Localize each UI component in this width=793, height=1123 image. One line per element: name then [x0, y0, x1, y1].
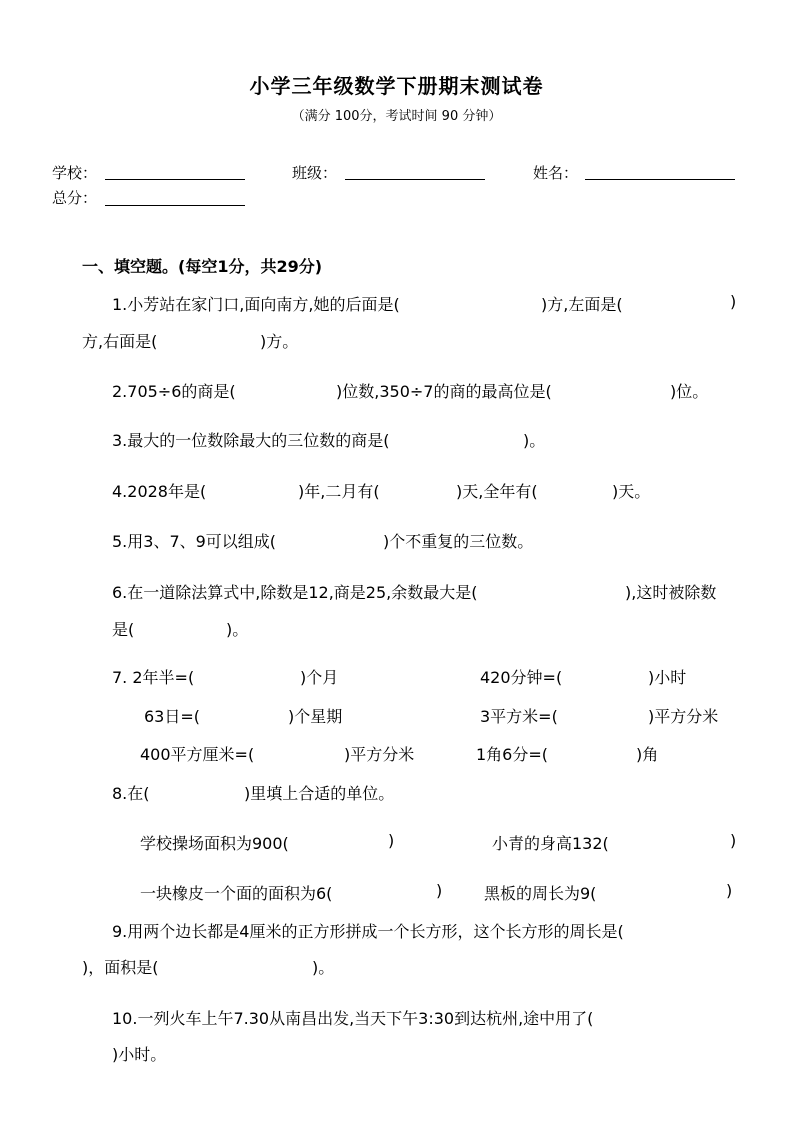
question-8-text: 8.在(: [112, 784, 150, 803]
score-field[interactable]: [105, 205, 245, 206]
name-field[interactable]: [585, 179, 735, 180]
question-4-text: )天。: [612, 482, 651, 501]
question-9-text: )。: [312, 958, 335, 977]
question-8-text: ): [726, 881, 733, 900]
question-7-text: 3平方米=(: [480, 707, 558, 726]
question-7-text: 7. 2年半=(: [112, 668, 195, 687]
question-8-text: ): [388, 831, 395, 850]
school-label: 学校：: [52, 164, 98, 182]
question-7-text: )平方分米: [344, 745, 415, 764]
question-7-text: 420分钟=(: [480, 668, 563, 687]
question-7-text: 63日=(: [144, 707, 201, 726]
question-8-text: 学校操场面积为900(: [140, 834, 289, 853]
question-3-text: 3.最大的一位数除最大的三位数的商是(: [112, 431, 390, 450]
question-8-text: ): [436, 881, 443, 900]
question-8-text: ): [730, 831, 737, 850]
question-7-text: 400平方厘米=(: [140, 745, 255, 764]
question-6-text: 是(: [112, 620, 135, 639]
score-label: 总分：: [52, 189, 98, 207]
question-10-text: )小时。: [112, 1045, 167, 1064]
question-5-text: )个不重复的三位数。: [383, 532, 534, 551]
name-label: 姓名：: [533, 164, 579, 182]
question-2-text: )位数,350÷7的商的最高位是(: [336, 382, 552, 401]
question-7-text: )个月: [300, 668, 339, 687]
question-9-text: )，面积是(: [82, 958, 159, 977]
question-1-text: )方。: [260, 332, 299, 351]
page-subtitle: （满分 100分，考试时间 90 分钟）: [291, 109, 502, 124]
question-7-text: )个星期: [288, 707, 343, 726]
school-field[interactable]: [105, 179, 245, 180]
class-field[interactable]: [345, 179, 485, 180]
section-heading: 一、填空题。(每空1分，共29分): [82, 257, 323, 276]
page-title: 小学三年级数学下册期末测试卷: [249, 74, 544, 98]
question-6-text: 6.在一道除法算式中,除数是12,商是25,余数最大是(: [112, 583, 478, 602]
question-7-text: )角: [636, 745, 659, 764]
question-8-text: 黑板的周长为9(: [484, 884, 597, 903]
question-6-text: ),这时被除数: [625, 583, 717, 602]
question-8-text: 小青的身高132(: [492, 834, 609, 853]
question-4-text: 4.2028年是(: [112, 482, 207, 501]
question-2-text: )位。: [670, 382, 709, 401]
question-2-text: 2.705÷6的商是(: [112, 382, 236, 401]
question-7-text: )平方分米: [648, 707, 719, 726]
question-10-text: 10.一列火车上午7.30从南昌出发,当天下午3:30到达杭州,途中用了(: [112, 1009, 594, 1028]
question-4-text: )天,全年有(: [456, 482, 538, 501]
question-5-text: 5.用3、7、9可以组成(: [112, 532, 277, 551]
question-7-text: 1角6分=(: [476, 745, 549, 764]
question-1-text: ): [730, 292, 737, 311]
question-1-text: 1.小芳站在家门口,面向南方,她的后面是(: [112, 295, 400, 314]
question-8-text: )里填上合适的单位。: [244, 784, 395, 803]
question-3-text: )。: [523, 431, 546, 450]
question-9-text: 9.用两个边长都是4厘米的正方形拼成一个长方形，这个长方形的周长是(: [112, 922, 624, 941]
question-7-text: )小时: [648, 668, 687, 687]
question-1-text: )方,左面是(: [541, 295, 623, 314]
class-label: 班级：: [292, 164, 338, 182]
question-1-text: 方,右面是(: [82, 332, 158, 351]
question-4-text: )年,二月有(: [298, 482, 380, 501]
question-6-text: )。: [226, 620, 249, 639]
question-8-text: 一块橡皮一个面的面积为6(: [140, 884, 333, 903]
